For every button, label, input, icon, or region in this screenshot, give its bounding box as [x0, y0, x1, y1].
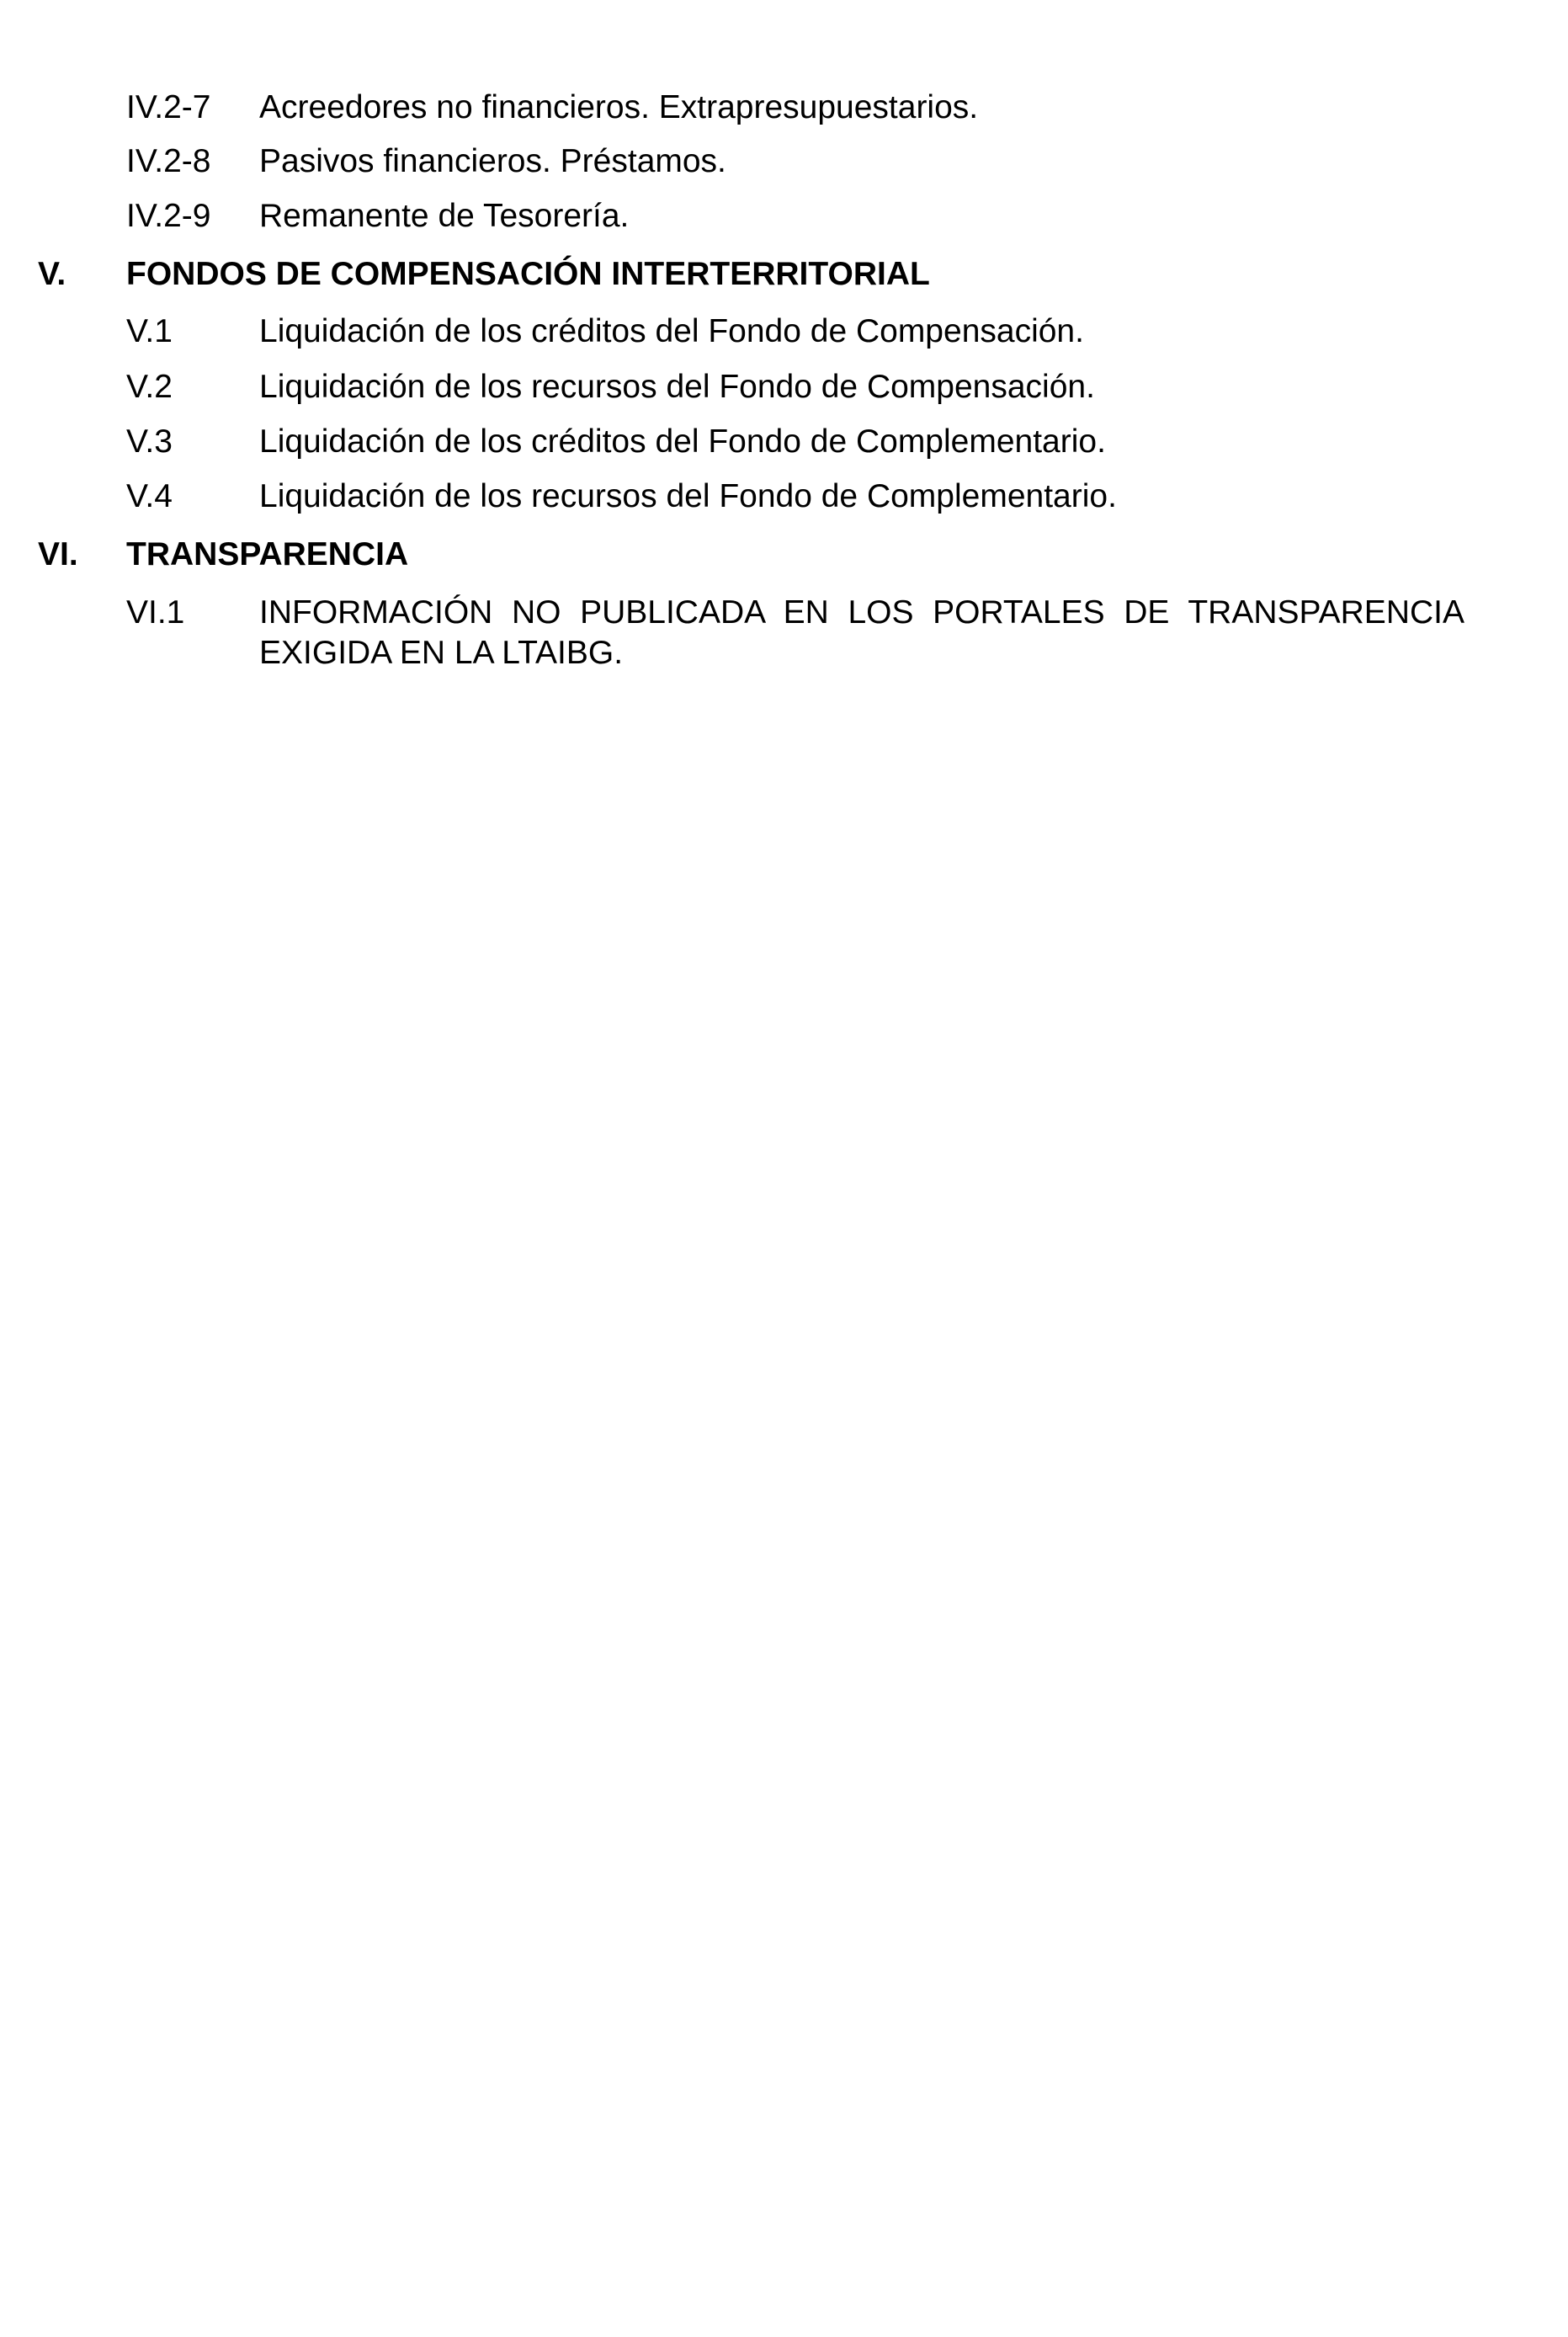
toc-section-number: V.	[38, 256, 66, 292]
toc-entry-title: Liquidación de los recursos del Fondo de Compensación.	[259, 369, 1095, 405]
toc-entry-number: IV.2-9	[126, 198, 211, 234]
toc-entry-number: IV.2-7	[126, 89, 211, 125]
toc-entry-number: VI.1	[126, 594, 185, 631]
toc-entry-title: Pasivos financieros. Préstamos.	[259, 143, 726, 179]
toc-entry-number: V.1	[126, 313, 173, 349]
toc-entry-title: INFORMACIÓN NO PUBLICADA EN LOS PORTALES DE TRANSPARENCIA EXIGIDA EN LA LTAIBG.	[259, 594, 1464, 671]
toc-entry-title: Liquidación de los recursos del Fondo de Complementario.	[259, 478, 1117, 514]
toc-entry-number: IV.2-8	[126, 143, 211, 179]
toc-entry-title: Liquidación de los créditos del Fondo de Compensación.	[259, 313, 1084, 349]
toc-section-title: FONDOS DE COMPENSACIÓN INTERTERRITORIAL	[126, 256, 930, 292]
toc-section-title: TRANSPARENCIA	[126, 536, 409, 572]
toc-entry-title: Remanente de Tesorería.	[259, 198, 630, 234]
toc-entry-number: V.4	[126, 478, 173, 514]
toc-section-number: VI.	[38, 536, 78, 572]
toc-entry-title: Liquidación de los créditos del Fondo de Complementario.	[259, 423, 1106, 460]
toc-entry-number: V.2	[126, 369, 173, 405]
toc-entry-number: V.3	[126, 423, 173, 460]
toc-entry-title: Acreedores no financieros. Extrapresupuestarios.	[259, 89, 979, 125]
